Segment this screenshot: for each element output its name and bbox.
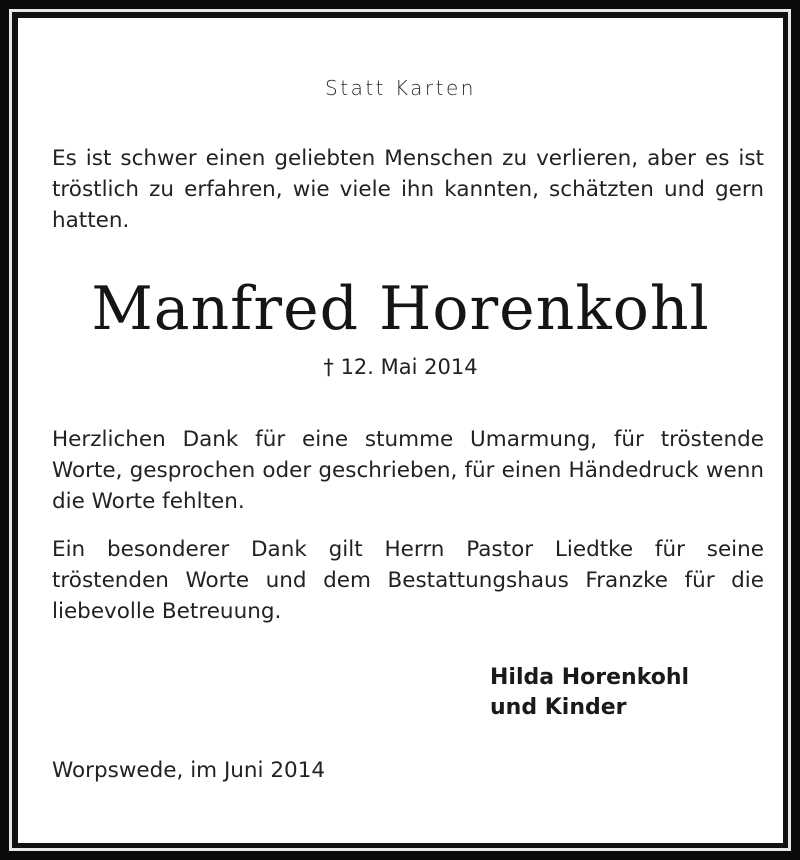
- signature-line-1: Hilda Horenkohl: [490, 665, 690, 690]
- thanks-paragraph-2: Ein besonderer Dank gilt Herrn Pastor Liedtke für seine tröstenden Worte und dem Bestattungshaus Franzke für die liebevolle Betreuung.: [52, 537, 764, 624]
- place-date: Worpswede, im Juni 2014: [52, 758, 326, 783]
- signature: [490, 663, 689, 723]
- signature-line-2: und Kinder: [490, 695, 627, 720]
- intro-paragraph: Es ist schwer einen geliebten Menschen zu verlieren, aber es ist tröstlich zu erfahren, wie viele ihn kannten, schätzten und gern hatten.: [52, 146, 764, 233]
- header-statt-karten: Statt Karten: [325, 76, 476, 100]
- death-date: † 12. Mai 2014: [323, 355, 478, 379]
- thanks-paragraph-1: Herzlichen Dank für eine stumme Umarmung, für tröstende Worte, gesprochen oder geschrieben, für einen Händedruck wenn die Worte fehlten.: [52, 427, 764, 514]
- deceased-name: Manfred Horenkohl: [91, 274, 710, 344]
- obituary-notice: [18, 18, 783, 843]
